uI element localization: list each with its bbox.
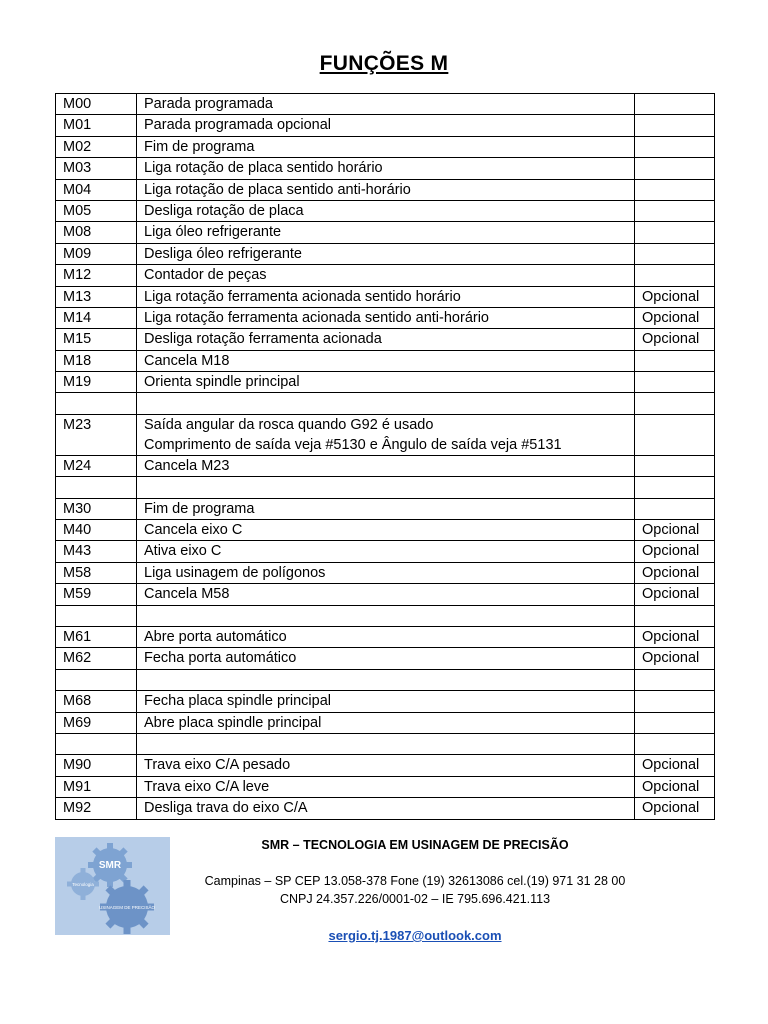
note-cell: Opcional: [635, 329, 715, 350]
contact-email: [170, 928, 660, 943]
note-cell: [635, 393, 715, 414]
company-name: SMR – TECNOLOGIA EM USINAGEM DE PRECISÃO: [261, 838, 569, 852]
note-cell: [635, 455, 715, 476]
table-row: [56, 350, 715, 371]
description-cell: Trava eixo C/A pesado: [137, 755, 635, 776]
table-row: [56, 265, 715, 286]
code-cell: [56, 477, 137, 498]
description-cell: Liga rotação ferramenta acionada sentido horário: [137, 286, 635, 307]
description-cell: Parada programada: [137, 94, 635, 115]
table-row: [56, 541, 715, 562]
code-cell: M01: [56, 115, 137, 136]
description-cell: [137, 669, 635, 690]
note-cell: [635, 200, 715, 221]
table-row: [56, 605, 715, 626]
m-functions-table: [55, 93, 715, 820]
description-cell: [137, 733, 635, 754]
table-row: [56, 286, 715, 307]
table-row: [56, 222, 715, 243]
code-cell: M69: [56, 712, 137, 733]
table-row: [56, 477, 715, 498]
note-cell: Opcional: [635, 541, 715, 562]
note-cell: [635, 158, 715, 179]
table-row: [56, 691, 715, 712]
description-cell: Liga usinagem de polígonos: [137, 562, 635, 583]
code-cell: M24: [56, 455, 137, 476]
code-cell: M18: [56, 350, 137, 371]
description-cell: Contador de peças: [137, 265, 635, 286]
code-cell: M15: [56, 329, 137, 350]
table-row: [56, 669, 715, 690]
note-cell: Opcional: [635, 648, 715, 669]
logo-gear-text: USINAGEM DE PRECISÃO: [98, 905, 156, 910]
table-row: [56, 243, 715, 264]
code-cell: M90: [56, 755, 137, 776]
code-cell: M13: [56, 286, 137, 307]
code-cell: M23: [56, 414, 137, 455]
table-row: [56, 798, 715, 819]
note-cell: Opcional: [635, 520, 715, 541]
table-row: [56, 776, 715, 797]
note-cell: Opcional: [635, 798, 715, 819]
table-row: [56, 648, 715, 669]
table-row: [56, 733, 715, 754]
description-cell: Fim de programa: [137, 498, 635, 519]
description-cell: Cancela M58: [137, 584, 635, 605]
description-cell: Saída angular da rosca quando G92 é usado Comprimento de saída veja #5130 e Ângulo de saída veja #5131: [137, 414, 635, 455]
description-cell: [137, 393, 635, 414]
note-cell: [635, 414, 715, 455]
note-cell: [635, 712, 715, 733]
code-cell: M05: [56, 200, 137, 221]
code-cell: M00: [56, 94, 137, 115]
table-row: [56, 393, 715, 414]
email-link[interactable]: sergio.tj.1987@outlook.com: [328, 928, 502, 943]
code-cell: M59: [56, 584, 137, 605]
note-cell: [635, 605, 715, 626]
description-cell: Liga rotação ferramenta acionada sentido anti-horário: [137, 307, 635, 328]
code-cell: M08: [56, 222, 137, 243]
description-cell: Desliga trava do eixo C/A: [137, 798, 635, 819]
note-cell: [635, 243, 715, 264]
note-cell: [635, 94, 715, 115]
description-cell: [137, 605, 635, 626]
note-cell: Opcional: [635, 562, 715, 583]
code-cell: M92: [56, 798, 137, 819]
note-cell: Opcional: [635, 584, 715, 605]
table-row: [56, 498, 715, 519]
code-cell: M12: [56, 265, 137, 286]
table-row: [56, 329, 715, 350]
code-cell: [56, 605, 137, 626]
table-row: [56, 562, 715, 583]
table-row: [56, 584, 715, 605]
table-row: [56, 94, 715, 115]
code-cell: M40: [56, 520, 137, 541]
description-cell: [137, 477, 635, 498]
table-row: [56, 158, 715, 179]
table-row: [56, 626, 715, 647]
table-row: [56, 372, 715, 393]
description-cell: Ativa eixo C: [137, 541, 635, 562]
note-cell: Opcional: [635, 286, 715, 307]
code-cell: M03: [56, 158, 137, 179]
code-cell: M19: [56, 372, 137, 393]
code-cell: [56, 669, 137, 690]
code-cell: M43: [56, 541, 137, 562]
note-cell: [635, 691, 715, 712]
table-row: [56, 136, 715, 157]
description-cell: Fecha porta automático: [137, 648, 635, 669]
code-cell: M68: [56, 691, 137, 712]
description-cell: Fecha placa spindle principal: [137, 691, 635, 712]
description-cell: Fim de programa: [137, 136, 635, 157]
table-row: [56, 307, 715, 328]
description-cell: Desliga óleo refrigerante: [137, 243, 635, 264]
description-cell: Liga óleo refrigerante: [137, 222, 635, 243]
note-cell: Opcional: [635, 626, 715, 647]
code-cell: [56, 393, 137, 414]
description-cell: Desliga rotação de placa: [137, 200, 635, 221]
code-cell: [56, 733, 137, 754]
note-cell: Opcional: [635, 307, 715, 328]
table-row: [56, 755, 715, 776]
note-cell: [635, 222, 715, 243]
code-cell: M04: [56, 179, 137, 200]
code-cell: M62: [56, 648, 137, 669]
code-cell: M09: [56, 243, 137, 264]
company-address: Campinas – SP CEP 13.058-378 Fone (19) 32613086 cel.(19) 971 31 28 00: [204, 874, 626, 888]
code-cell: M02: [56, 136, 137, 157]
page-title: FUNÇÕES M: [319, 52, 449, 75]
note-cell: [635, 477, 715, 498]
company-logo: [55, 837, 170, 935]
note-cell: [635, 136, 715, 157]
company-registration: CNPJ 24.357.226/0001-02 – IE 795.696.421.113: [279, 892, 551, 906]
description-cell: Liga rotação de placa sentido horário: [137, 158, 635, 179]
code-cell: M58: [56, 562, 137, 583]
code-cell: M61: [56, 626, 137, 647]
note-cell: [635, 733, 715, 754]
table-row: [56, 200, 715, 221]
description-cell: Liga rotação de placa sentido anti-horário: [137, 179, 635, 200]
description-cell: Cancela eixo C: [137, 520, 635, 541]
note-cell: [635, 350, 715, 371]
description-cell: Trava eixo C/A leve: [137, 776, 635, 797]
description-cell: Orienta spindle principal: [137, 372, 635, 393]
logo-subtitle: Tecnologia: [72, 882, 94, 887]
code-cell: M30: [56, 498, 137, 519]
code-cell: M14: [56, 307, 137, 328]
description-cell: Desliga rotação ferramenta acionada: [137, 329, 635, 350]
table-row: [56, 520, 715, 541]
note-cell: [635, 179, 715, 200]
logo-title: SMR: [98, 860, 122, 871]
description-cell: Abre placa spindle principal: [137, 712, 635, 733]
note-cell: Opcional: [635, 776, 715, 797]
code-cell: M91: [56, 776, 137, 797]
table-row: [56, 712, 715, 733]
table-row: [56, 455, 715, 476]
description-cell: Parada programada opcional: [137, 115, 635, 136]
note-cell: [635, 498, 715, 519]
note-cell: Opcional: [635, 755, 715, 776]
table-row: [56, 414, 715, 455]
description-cell: Cancela M23: [137, 455, 635, 476]
note-cell: [635, 372, 715, 393]
table-row: [56, 115, 715, 136]
note-cell: [635, 265, 715, 286]
note-cell: [635, 669, 715, 690]
description-cell: Abre porta automático: [137, 626, 635, 647]
description-cell: Cancela M18: [137, 350, 635, 371]
table-row: [56, 179, 715, 200]
note-cell: [635, 115, 715, 136]
